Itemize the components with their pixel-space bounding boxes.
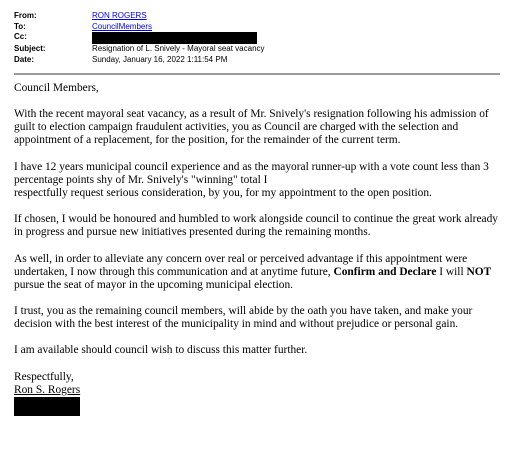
date-value: Sunday, January 16, 2022 1:11:54 PM (92, 54, 228, 64)
closing: Respectfully, (14, 370, 74, 383)
paragraph-1: With the recent mayoral seat vacancy, as a result of Mr. Snively's resignation following his admission of guilt to election campaign fraudulent activities, you as Council are charged with the selection and appointment of a replacement, for the position, for the remainder of the current term. (14, 108, 489, 147)
cc-label: Cc: (14, 32, 27, 41)
from-link[interactable]: RON ROGERS (92, 11, 147, 20)
email-body (14, 82, 500, 416)
from-row (14, 11, 494, 22)
paragraph-4-confirm-declare: Confirm and Declare (333, 265, 437, 278)
to-link[interactable]: CouncilMembers (92, 21, 153, 31)
date-label: Date: (14, 54, 35, 64)
signature-name: Ron S. Rogers (14, 383, 81, 396)
paragraph-4-text-2: I will (436, 265, 467, 278)
paragraph-3: If chosen, I would be honoured and humbled to work alongside council to continue the great work already in progress and pursue new initiatives presented during the remaining months. (14, 213, 498, 239)
paragraph-4 (14, 253, 500, 292)
paragraph-5: I trust, you as the remaining council members, will abide by the oath you have taken, and make your decision with the best interest of the municipality in mind and without prejudice or personal gain. (14, 304, 473, 330)
to-row (14, 22, 494, 33)
subject-row (14, 44, 494, 55)
to-label: To: (14, 21, 26, 31)
cc-row (14, 32, 494, 44)
paragraph-4-text-1: As well, in order to alleviate any concern over real or perceived advantage if this appointment were undertaken, I now through this communication and at anytime future, (14, 252, 468, 278)
paragraph-4-text-3: pursue the seat of mayor in the upcoming municipal election. (14, 278, 293, 291)
paragraph-4-not: NOT (466, 265, 492, 278)
date-row (14, 55, 494, 66)
cc-redaction (92, 32, 257, 44)
subject-label: Subject: (14, 44, 46, 53)
paragraph-2 (14, 161, 500, 200)
paragraph-6: I am available should council wish to discuss this matter further. (14, 344, 308, 357)
greeting: Council Members, (14, 82, 99, 94)
email-header (14, 11, 494, 65)
signature-block (14, 371, 500, 416)
from-label: From: (14, 11, 37, 20)
subject-value: Resignation of L. Snively - Mayoral seat vacancy (92, 44, 265, 53)
header-divider (14, 73, 500, 75)
paragraph-2-line-1: I have 12 years municipal council experience and as the mayoral runner-up with a vote count less than 3 percentage points shy of Mr. Snively's "winning" total I (14, 160, 489, 186)
signature-redaction (14, 397, 80, 416)
paragraph-2-line-2: respectfully request serious consideration, by you, for my appointment to the open position. (14, 186, 432, 199)
